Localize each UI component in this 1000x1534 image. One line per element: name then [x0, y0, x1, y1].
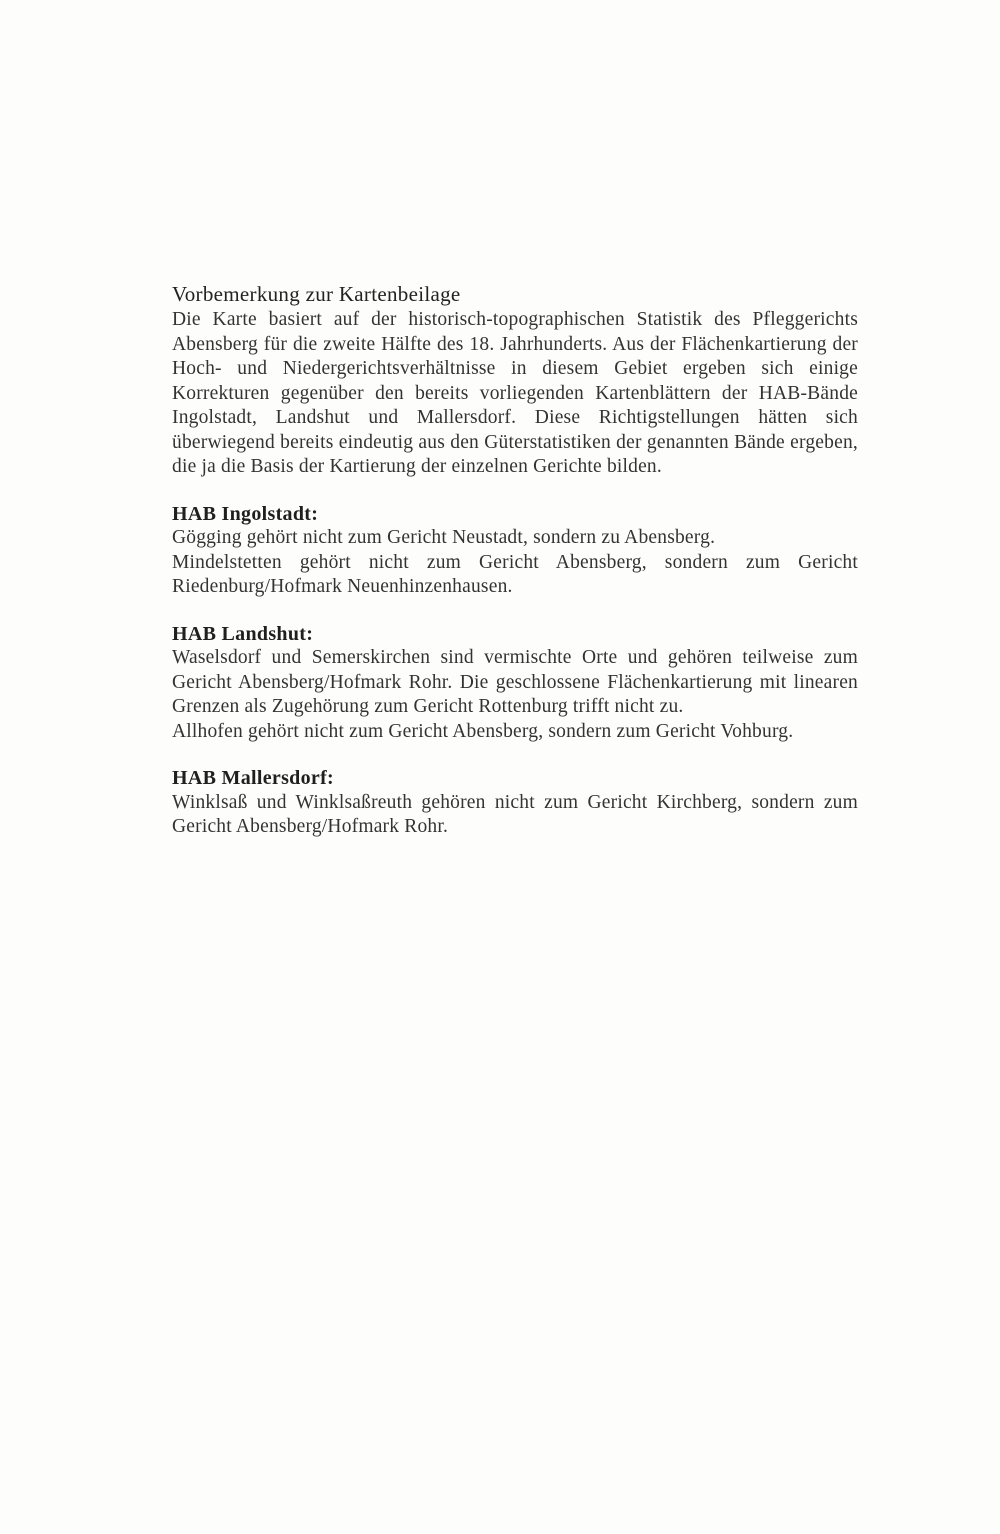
section-heading: HAB Landshut: [172, 622, 314, 645]
section-ingolstadt [172, 502, 858, 600]
section-heading: HAB Ingolstadt: [172, 502, 319, 525]
section-mallersdorf [172, 766, 858, 840]
section-paragraph: Gögging gehört nicht zum Gericht Neustadt, sondern zu Abensberg. [172, 527, 716, 548]
intro-paragraph: Die Karte basiert auf der historisch-topographischen Statistik des Pfleggerichts Abensberg für die zweite Hälfte des 18. Jahrhunderts. Aus der Flächenkartierung der Hoch- und Niedergerichtsverhältnisse in diesem Gebiet ergeben sich einige Korrekturen gegenüber den bereits vorliegenden Kartenblättern der HAB-Bände Ingolstadt, Landshut und Mallersdorf. Diese Richtigstellungen hätten sich überwiegend bereits eindeutig aus den Güterstatistiken der genannten Bände ergeben, die ja die Basis der Kartierung der einzelnen Gerichte bilden. [172, 309, 858, 477]
section-landshut [172, 622, 858, 745]
section-heading: HAB Mallersdorf: [172, 767, 334, 789]
page-title: Vorbemerkung zur Kartenbeilage [172, 282, 461, 306]
page-content [172, 280, 858, 840]
section-paragraph: Winklsaß und Winklsaßreuth gehören nicht zum Gericht Kirchberg, sondern zum Gericht Abensberg/Hofmark Rohr. [172, 791, 858, 837]
section-paragraph: Waselsdorf und Semerskirchen sind vermischte Orte und gehören teilweise zum Gericht Abensberg/Hofmark Rohr. Die geschlossene Flächenkartierung mit linearen Grenzen als Zugehörung zum Gericht Rottenburg trifft nicht zu. [172, 647, 858, 717]
section-paragraph: Allhofen gehört nicht zum Gericht Abensberg, sondern zum Gericht Vohburg. [172, 720, 794, 742]
section-paragraph: Mindelstetten gehört nicht zum Gericht Abensberg, sondern zum Gericht Riedenburg/Hofmark Neuenhinzenhausen. [172, 551, 858, 597]
